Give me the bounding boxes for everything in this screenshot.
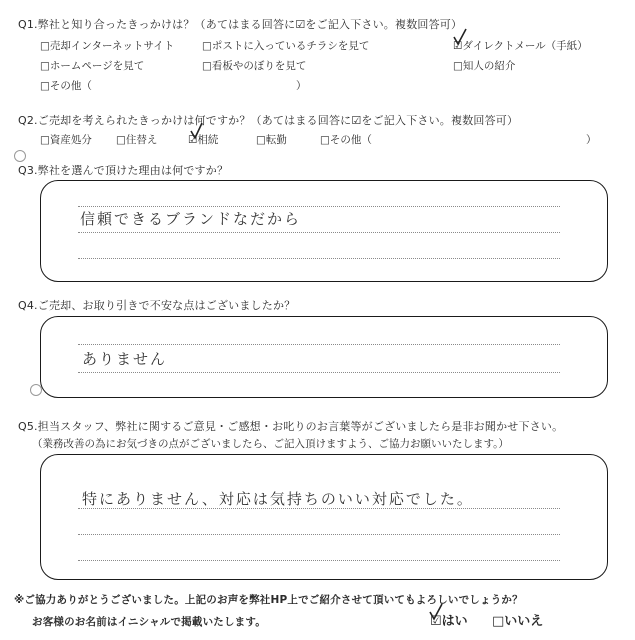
q2-checkmark-icon	[190, 122, 204, 142]
q3-handwritten-answer: 信頼できるブランドなだから	[80, 210, 302, 228]
q5-question: Q5.担当スタッフ、弊社に関するご意見・ご感想・お叱りのお言葉等がございましたら是非お聞かせ下さい。	[18, 420, 564, 433]
footer-no-option[interactable]: □いいえ	[492, 614, 544, 629]
q1-option-other[interactable]: □その他（	[40, 80, 92, 92]
q5-note: （業務改善の為にお気づきの点がございましたら、ご記入頂けますよう、ご協力お願いいたします。）	[32, 438, 509, 450]
q3-rule-1	[78, 206, 560, 207]
q5-handwritten-answer: 特にありません、対応は気持ちのいい対応でした。	[82, 490, 474, 508]
q1-checkmark-icon	[452, 28, 468, 48]
q2-option-other[interactable]: □その他（	[320, 134, 372, 146]
footer-consent-question: ※ご協力ありがとうございました。上記のお声を弊社HP上でご紹介させて頂いてもよろしいでしょうか？	[14, 594, 523, 606]
punch-hole-mark	[14, 150, 26, 162]
q1-question: Q1.弊社と知り合ったきっかけは？（あてはまる回答に☑をご記入下さい。複数回答可）	[18, 18, 463, 31]
q3-answer-box[interactable]	[40, 180, 608, 282]
footer-checkmark-icon	[428, 604, 444, 622]
q2-option-asset[interactable]: □資産処分	[40, 134, 92, 146]
q1-option-direct-mail[interactable]: ☑ダイレクトメール（手紙）	[453, 40, 588, 52]
q1-option-homepage[interactable]: □ホームページを見て	[40, 60, 145, 72]
q3-question: Q3.弊社を選んで頂けた理由は何ですか？	[18, 164, 229, 177]
q1-option-other-close: ）	[296, 80, 307, 92]
footer-yes-option[interactable]: ☑はい	[430, 614, 468, 629]
q3-rule-3	[78, 258, 560, 259]
q3-rule-2	[78, 232, 560, 233]
q5-rule-3	[78, 560, 560, 561]
q2-option-other-close: ）	[586, 134, 597, 146]
q5-answer-box[interactable]	[40, 454, 608, 580]
q4-rule-1	[78, 344, 560, 345]
footer-initials-note: お客様のお名前はイニシャルで掲載いたします。	[32, 616, 266, 628]
q1-option-acquaintance[interactable]: □知人の紹介	[453, 60, 516, 72]
q4-question: Q4.ご売却、お取り引きで不安な点はございましたか？	[18, 299, 296, 312]
q2-option-relocation[interactable]: □住替え	[116, 134, 158, 146]
q4-handwritten-answer: ありません	[82, 350, 168, 368]
q4-rule-2	[78, 372, 560, 373]
q1-option-flyer[interactable]: □ポストに入っているチラシを見て	[202, 40, 370, 52]
q1-option-signboard[interactable]: □看板やのぼりを見て	[202, 60, 307, 72]
punch-hole-mark-2	[30, 384, 42, 396]
q2-option-inheritance[interactable]: ☑相続	[188, 134, 219, 146]
q2-option-transfer[interactable]: □転勤	[256, 134, 287, 146]
q5-rule-2	[78, 534, 560, 535]
q1-option-internet[interactable]: □売却インターネットサイト	[40, 40, 175, 52]
q2-question: Q2.ご売却を考えられたきっかけは何ですか？（あてはまる回答に☑をご記入下さい。複数回答可）	[18, 114, 519, 127]
